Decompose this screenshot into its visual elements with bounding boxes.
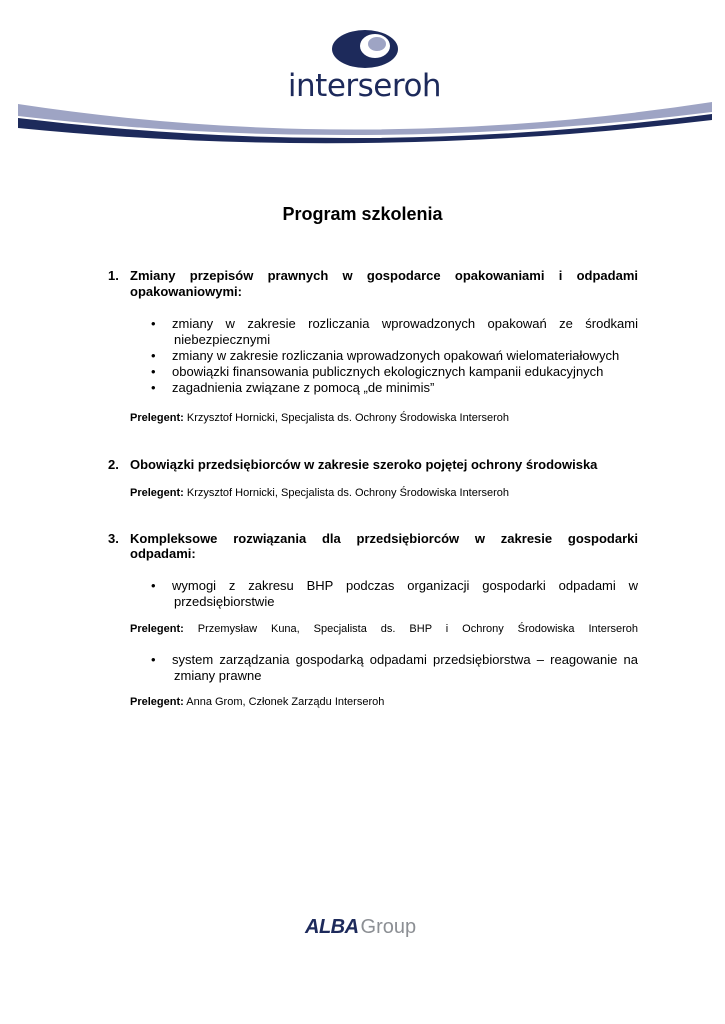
bullet-icon: • [151, 364, 156, 379]
speaker-name: Przemysław Kuna, Specjalista ds. BHP i Ochrony Środowiska Interseroh [197, 623, 639, 635]
speaker-label: Prelegent: [130, 623, 184, 635]
section-3-heading-cont [108, 546, 638, 562]
list-item-text: obowiązki finansowania publicznych ekologicznych kampanii edukacyjnych [172, 364, 604, 379]
page-title: Program szkolenia [282, 204, 443, 224]
section-1-heading-cont [108, 284, 638, 300]
bullet-icon: • [151, 652, 156, 667]
alba-group-logo [305, 915, 416, 939]
bullet-icon: • [151, 316, 156, 331]
speaker-label: Prelegent: [130, 487, 184, 499]
section-1-heading [108, 268, 638, 284]
list-item [151, 316, 638, 348]
list-item [151, 380, 638, 396]
speaker-name: Anna Grom, Członek Zarządu Interseroh [186, 696, 385, 708]
section-number: 2. [108, 457, 119, 472]
section-heading-line: opakowaniowymi: [130, 284, 242, 299]
list-item-text: wymogi z zakresu BHP podczas organizacji gospodarki odpadami w [172, 578, 638, 593]
group-logo-text: Group [360, 916, 417, 938]
section-number: 1. [108, 268, 119, 283]
alba-logo-text: ALBA [305, 916, 359, 938]
bullet-icon: • [151, 380, 156, 395]
section-number: 3. [108, 531, 119, 546]
speaker-line [130, 411, 509, 425]
interseroh-logo-text: interseroh [287, 68, 442, 104]
list-item-text: zmiany prawne [174, 668, 262, 683]
list-item [151, 364, 638, 380]
section-heading-line: odpadami: [130, 546, 196, 561]
list-item-text: zagadnienia związane z pomocą „de minimis” [172, 380, 435, 395]
speaker-name: Krzysztof Hornicki, Specjalista ds. Ochrony Środowiska Interseroh [186, 487, 510, 499]
speaker-line [130, 486, 509, 500]
list-item-text: przedsiębiorstwie [174, 594, 275, 609]
list-item-text: system zarządzania gospodarką odpadami przedsiębiorstwa – reagowanie na [172, 652, 638, 667]
list-item [151, 348, 638, 364]
list-item [151, 578, 638, 610]
section-3-heading [108, 531, 638, 547]
list-item-text: zmiany w zakresie rozliczania wprowadzonych opakowań wielomateriałowych [172, 348, 620, 363]
section-heading-line: Kompleksowe rozwiązania dla przedsiębiorców w zakresie gospodarki [130, 531, 638, 546]
speaker-name: Krzysztof Hornicki, Specjalista ds. Ochrony Środowiska Interseroh [186, 412, 510, 424]
list-item [151, 652, 638, 684]
bullet-icon: • [151, 348, 156, 363]
section-2-heading [108, 457, 648, 473]
bullet-icon: • [151, 578, 156, 593]
speaker-line [130, 622, 638, 636]
list-item-text: zmiany w zakresie rozliczania wprowadzonych opakowań ze środkami [172, 316, 638, 331]
interseroh-logo-mark-icon [332, 29, 398, 69]
speaker-line [130, 695, 384, 709]
header-swoosh [0, 98, 725, 150]
section-heading-line: Obowiązki przedsiębiorców w zakresie szeroko pojętej ochrony środowiska [130, 457, 598, 472]
speaker-label: Prelegent: [130, 696, 184, 708]
speaker-label: Prelegent: [130, 412, 184, 424]
section-heading-line: Zmiany przepisów prawnych w gospodarce opakowaniami i odpadami [130, 268, 638, 283]
list-item-text: niebezpiecznymi [174, 332, 271, 347]
